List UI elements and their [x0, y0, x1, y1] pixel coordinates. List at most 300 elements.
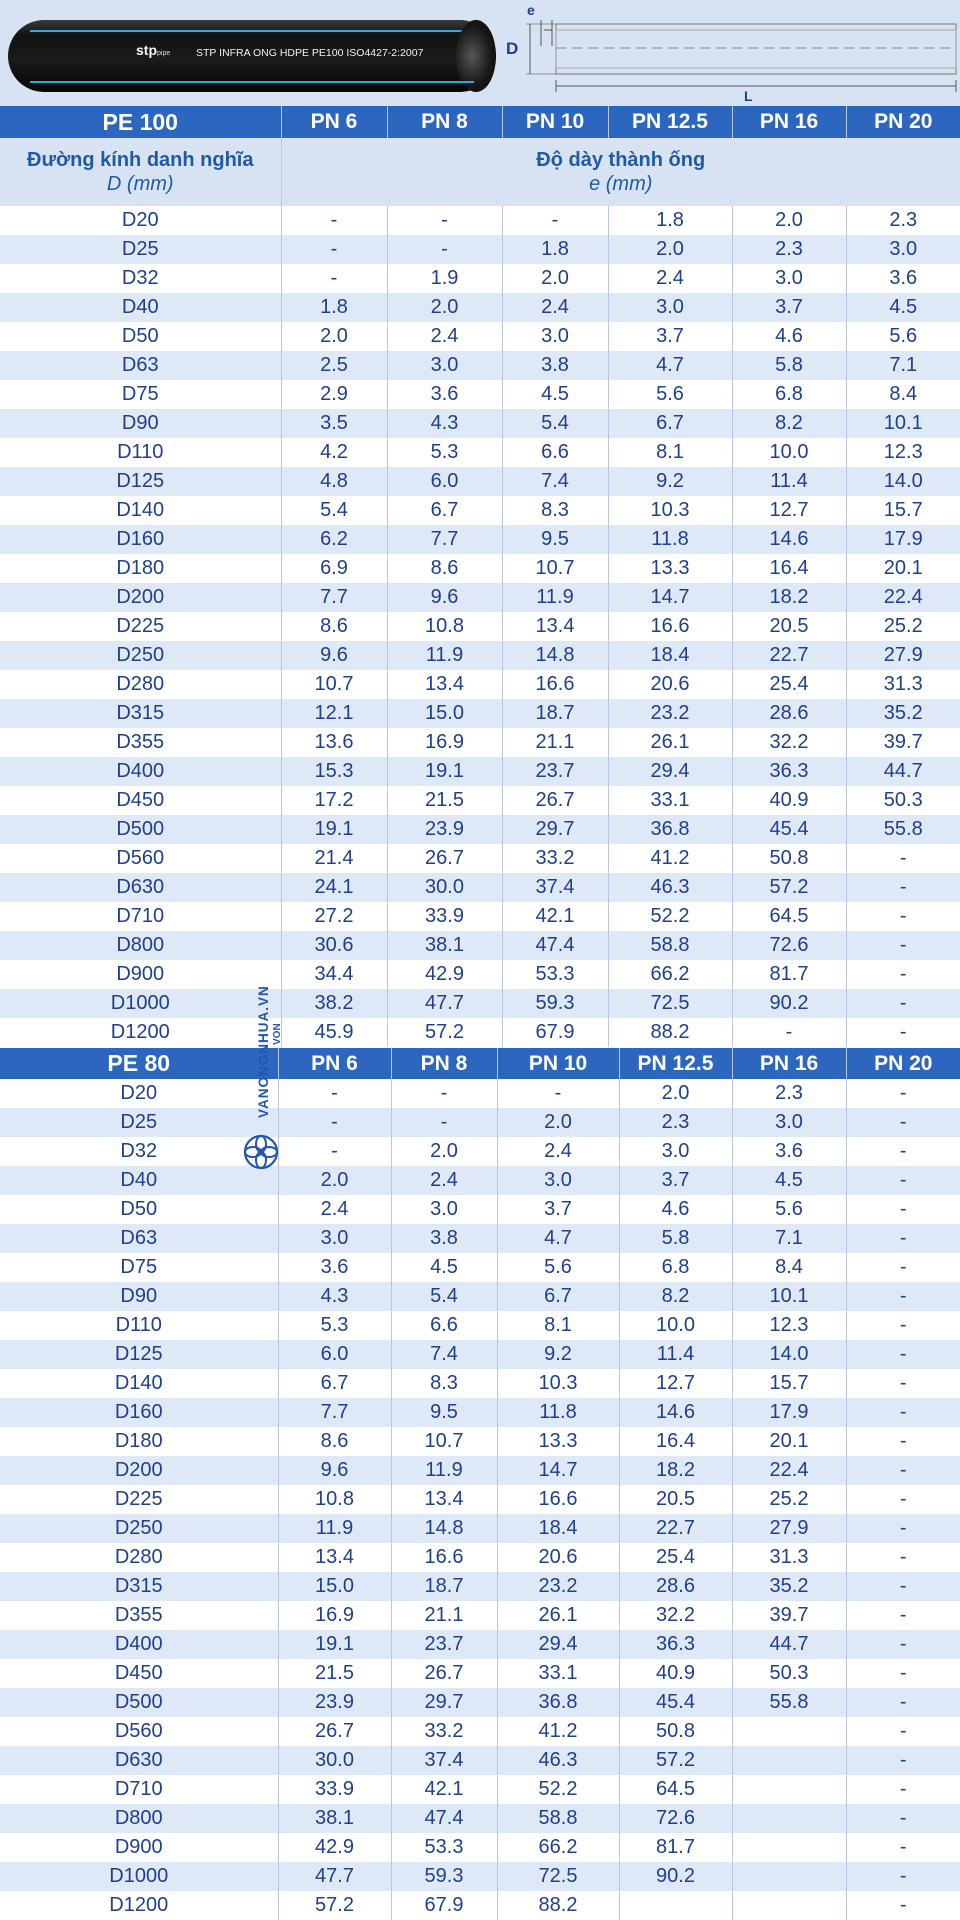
- thickness-cell: -: [846, 1543, 960, 1572]
- diameter-cell: D225: [0, 1485, 278, 1514]
- thickness-cell: 3.6: [278, 1253, 391, 1282]
- diameter-cell: D140: [0, 1369, 278, 1398]
- thickness-cell: 37.4: [502, 873, 608, 902]
- thickness-cell: 52.2: [608, 902, 732, 931]
- pe80-table: [0, 1048, 960, 1920]
- diameter-cell: D180: [0, 1427, 278, 1456]
- thickness-cell: 23.2: [497, 1572, 619, 1601]
- pe100-pn-header: PN 10: [502, 106, 608, 138]
- thickness-cell: 26.7: [502, 786, 608, 815]
- thickness-cell: 3.0: [391, 1195, 497, 1224]
- thickness-cell: 18.4: [497, 1514, 619, 1543]
- diameter-cell: D125: [0, 467, 281, 496]
- thickness-cell: 21.5: [387, 786, 502, 815]
- thickness-cell: -: [846, 989, 960, 1018]
- thickness-cell: 33.2: [502, 844, 608, 873]
- thickness-cell: 53.3: [391, 1833, 497, 1862]
- table-row: [0, 1514, 960, 1543]
- thickness-cell: 10.0: [619, 1311, 732, 1340]
- thickness-cell: [732, 1775, 846, 1804]
- thickness-cell: 81.7: [732, 960, 846, 989]
- thickness-cell: [732, 1804, 846, 1833]
- thickness-cell: 8.2: [619, 1282, 732, 1311]
- pe100-pn-header: PN 8: [387, 106, 502, 138]
- diameter-cell: D315: [0, 699, 281, 728]
- diameter-label: Đường kính danh nghĩa: [27, 149, 254, 171]
- thickness-cell: 27.9: [732, 1514, 846, 1543]
- thickness-cell: [732, 1746, 846, 1775]
- diameter-cell: D500: [0, 815, 281, 844]
- thickness-cell: 47.7: [387, 989, 502, 1018]
- thickness-cell: 16.6: [497, 1485, 619, 1514]
- thickness-cell: -: [846, 902, 960, 931]
- thickness-cell: 11.9: [502, 583, 608, 612]
- thickness-cell: 46.3: [608, 873, 732, 902]
- table-row: [0, 467, 960, 496]
- table-row: [0, 322, 960, 351]
- thickness-cell: 59.3: [391, 1862, 497, 1891]
- thickness-cell: 5.3: [278, 1311, 391, 1340]
- thickness-cell: 5.8: [619, 1224, 732, 1253]
- thickness-cell: 57.2: [619, 1746, 732, 1775]
- thickness-cell: 44.7: [732, 1630, 846, 1659]
- thickness-cell: 10.1: [846, 409, 960, 438]
- thickness-cell: 5.6: [732, 1195, 846, 1224]
- thickness-cell: -: [281, 264, 387, 293]
- thickness-cell: 4.5: [732, 1166, 846, 1195]
- thickness-cell: 29.4: [608, 757, 732, 786]
- thickness-cell: 17.9: [732, 1398, 846, 1427]
- thickness-cell: 25.2: [846, 612, 960, 641]
- thickness-cell: 10.8: [387, 612, 502, 641]
- thickness-cell: 4.6: [732, 322, 846, 351]
- thickness-cell: 8.1: [608, 438, 732, 467]
- pe80-body: [0, 1079, 960, 1920]
- thickness-cell: 72.6: [732, 931, 846, 960]
- thickness-cell: 2.0: [608, 235, 732, 264]
- diameter-cell: D250: [0, 1514, 278, 1543]
- diameter-cell: D800: [0, 931, 281, 960]
- table-row: [0, 1862, 960, 1891]
- thickness-cell: [732, 1891, 846, 1920]
- logo-suffix: pipe: [157, 50, 171, 57]
- table-row: [0, 409, 960, 438]
- thickness-cell: 15.3: [281, 757, 387, 786]
- diameter-cell: D500: [0, 1688, 278, 1717]
- thickness-cell: 23.7: [502, 757, 608, 786]
- diameter-cell: D225: [0, 612, 281, 641]
- thickness-cell: -: [846, 960, 960, 989]
- thickness-cell: -: [391, 1108, 497, 1137]
- thickness-cell: -: [846, 1572, 960, 1601]
- thickness-cell: 28.6: [619, 1572, 732, 1601]
- table-row: [0, 1630, 960, 1659]
- table-row: [0, 1891, 960, 1920]
- table-row: [0, 1717, 960, 1746]
- thickness-cell: 9.5: [391, 1398, 497, 1427]
- thickness-cell: 14.0: [732, 1340, 846, 1369]
- flower-logo-icon: [241, 1132, 281, 1172]
- thickness-cell: 20.1: [846, 554, 960, 583]
- thickness-cell: 4.8: [281, 467, 387, 496]
- diameter-cell: D180: [0, 554, 281, 583]
- thickness-cell: -: [846, 1514, 960, 1543]
- thickness-cell: 33.2: [391, 1717, 497, 1746]
- thickness-cell: 1.8: [502, 235, 608, 264]
- table-row: [0, 1746, 960, 1775]
- thickness-cell: -: [846, 1311, 960, 1340]
- thickness-cell: 3.6: [732, 1137, 846, 1166]
- diameter-cell: D355: [0, 1601, 278, 1630]
- thickness-cell: -: [846, 1891, 960, 1920]
- thickness-cell: -: [387, 235, 502, 264]
- thickness-cell: 19.1: [281, 815, 387, 844]
- thickness-cell: 16.9: [278, 1601, 391, 1630]
- diameter-cell: D160: [0, 525, 281, 554]
- thickness-cell: 6.7: [278, 1369, 391, 1398]
- thickness-cell: 3.8: [391, 1224, 497, 1253]
- thickness-cell: 6.6: [502, 438, 608, 467]
- thickness-cell: 3.6: [846, 264, 960, 293]
- thickness-cell: 5.3: [387, 438, 502, 467]
- thickness-cell: 25.2: [732, 1485, 846, 1514]
- diameter-cell: D110: [0, 438, 281, 467]
- thickness-cell: 27.9: [846, 641, 960, 670]
- thickness-cell: 72.5: [497, 1862, 619, 1891]
- thickness-cell: -: [846, 1630, 960, 1659]
- pe80-pn-header: PN 10: [497, 1048, 619, 1079]
- diameter-cell: D90: [0, 1282, 278, 1311]
- thickness-cell: -: [502, 206, 608, 235]
- thickness-cell: 12.1: [281, 699, 387, 728]
- thickness-cell: 14.7: [608, 583, 732, 612]
- thickness-cell: 9.6: [387, 583, 502, 612]
- thickness-cell: 29.7: [391, 1688, 497, 1717]
- thickness-cell: -: [846, 1601, 960, 1630]
- thickness-cell: 3.0: [732, 1108, 846, 1137]
- thickness-cell: 3.0: [502, 322, 608, 351]
- diameter-cell: D140: [0, 496, 281, 525]
- thickness-cell: 64.5: [619, 1775, 732, 1804]
- thickness-cell: 53.3: [502, 960, 608, 989]
- thickness-cell: -: [278, 1137, 391, 1166]
- table-row: [0, 1282, 960, 1311]
- thickness-cell: 4.3: [278, 1282, 391, 1311]
- thickness-cell: 3.7: [497, 1195, 619, 1224]
- thickness-cell: 2.4: [608, 264, 732, 293]
- watermark-text: VANONGNHUA.VN: [256, 985, 271, 1118]
- thickness-cell: 45.9: [281, 1018, 387, 1047]
- thickness-cell: 30.6: [281, 931, 387, 960]
- thickness-cell: 2.4: [502, 293, 608, 322]
- thickness-cell: 10.0: [732, 438, 846, 467]
- watermark-small-text: VON: [272, 1023, 283, 1045]
- thickness-cell: 40.9: [732, 786, 846, 815]
- diameter-cell: D1200: [0, 1018, 281, 1047]
- thickness-cell: 3.6: [387, 380, 502, 409]
- thickness-cell: 7.7: [278, 1398, 391, 1427]
- thickness-cell: 3.0: [619, 1137, 732, 1166]
- thickness-cell: 64.5: [732, 902, 846, 931]
- thickness-cell: 41.2: [497, 1717, 619, 1746]
- thickness-cell: 2.0: [619, 1079, 732, 1108]
- thickness-cell: [732, 1833, 846, 1862]
- thickness-cell: 26.7: [278, 1717, 391, 1746]
- table-row: [0, 264, 960, 293]
- pe80-pn-header: PN 16: [732, 1048, 846, 1079]
- table-row: [0, 1340, 960, 1369]
- thickness-cell: 10.3: [497, 1369, 619, 1398]
- thickness-header: [281, 138, 960, 206]
- diameter-cell: D315: [0, 1572, 278, 1601]
- thickness-cell: 8.3: [391, 1369, 497, 1398]
- thickness-cell: 13.4: [387, 670, 502, 699]
- pe100-table: [0, 106, 960, 1047]
- thickness-cell: 34.4: [281, 960, 387, 989]
- table-row: [0, 525, 960, 554]
- thickness-cell: 14.6: [732, 525, 846, 554]
- table-row: [0, 583, 960, 612]
- thickness-cell: 2.0: [278, 1166, 391, 1195]
- diameter-cell: D280: [0, 1543, 278, 1572]
- thickness-cell: 21.5: [278, 1659, 391, 1688]
- thickness-cell: 47.4: [391, 1804, 497, 1833]
- table-row: [0, 235, 960, 264]
- thickness-cell: 29.7: [502, 815, 608, 844]
- thickness-cell: -: [846, 1688, 960, 1717]
- table-row: [0, 351, 960, 380]
- table-row: [0, 1018, 960, 1047]
- thickness-cell: 41.2: [608, 844, 732, 873]
- thickness-cell: 5.6: [846, 322, 960, 351]
- pipe-end: [456, 20, 496, 92]
- thickness-cell: -: [278, 1079, 391, 1108]
- thickness-cell: 18.7: [391, 1572, 497, 1601]
- thickness-cell: 3.0: [387, 351, 502, 380]
- table-row: [0, 1572, 960, 1601]
- thickness-cell: 38.2: [281, 989, 387, 1018]
- thickness-cell: 45.4: [619, 1688, 732, 1717]
- diameter-cell: D63: [0, 1224, 278, 1253]
- thickness-cell: 13.4: [278, 1543, 391, 1572]
- thickness-cell: 2.3: [846, 206, 960, 235]
- thickness-cell: 59.3: [502, 989, 608, 1018]
- thickness-cell: -: [281, 235, 387, 264]
- thickness-cell: 42.9: [387, 960, 502, 989]
- thickness-cell: 52.2: [497, 1775, 619, 1804]
- thickness-cell: 17.2: [281, 786, 387, 815]
- thickness-cell: 1.8: [608, 206, 732, 235]
- thickness-cell: 7.1: [732, 1224, 846, 1253]
- thickness-cell: 55.8: [846, 815, 960, 844]
- thickness-cell: 3.0: [846, 235, 960, 264]
- pe100-pn-header: PN 16: [732, 106, 846, 138]
- diameter-cell: D25: [0, 1108, 278, 1137]
- table-row: [0, 1079, 960, 1108]
- thickness-cell: 88.2: [497, 1891, 619, 1920]
- thickness-cell: -: [846, 1804, 960, 1833]
- thickness-cell: 31.3: [732, 1543, 846, 1572]
- thickness-cell: 30.0: [278, 1746, 391, 1775]
- thickness-cell: 4.3: [387, 409, 502, 438]
- thickness-cell: 15.7: [732, 1369, 846, 1398]
- table-row: [0, 1108, 960, 1137]
- thickness-cell: -: [846, 1398, 960, 1427]
- table-row: [0, 1195, 960, 1224]
- thickness-cell: 11.9: [387, 641, 502, 670]
- table-row: [0, 786, 960, 815]
- thickness-cell: 12.3: [846, 438, 960, 467]
- thickness-cell: 23.9: [278, 1688, 391, 1717]
- thickness-cell: 9.6: [278, 1456, 391, 1485]
- thickness-cell: 2.0: [502, 264, 608, 293]
- table-row: [0, 931, 960, 960]
- table-row: [0, 1166, 960, 1195]
- table-row: [0, 641, 960, 670]
- thickness-cell: 50.8: [619, 1717, 732, 1746]
- dim-d-label: D: [506, 39, 519, 58]
- thickness-cell: 5.4: [281, 496, 387, 525]
- thickness-cell: 2.4: [278, 1195, 391, 1224]
- table-row: [0, 1688, 960, 1717]
- thickness-cell: 2.4: [391, 1166, 497, 1195]
- table-row: [0, 1137, 960, 1166]
- thickness-cell: 58.8: [497, 1804, 619, 1833]
- thickness-label: Độ dày thành ống: [536, 149, 706, 171]
- diameter-cell: D40: [0, 1166, 278, 1195]
- thickness-cell: -: [846, 844, 960, 873]
- diameter-cell: D900: [0, 1833, 278, 1862]
- diameter-cell: D40: [0, 293, 281, 322]
- thickness-cell: -: [846, 1369, 960, 1398]
- diameter-cell: D630: [0, 1746, 278, 1775]
- thickness-cell: 2.9: [281, 380, 387, 409]
- pe80-pn-header: PN 6: [278, 1048, 391, 1079]
- table-row: [0, 293, 960, 322]
- thickness-cell: 6.0: [278, 1340, 391, 1369]
- diameter-cell: D110: [0, 1311, 278, 1340]
- diameter-cell: D1000: [0, 1862, 278, 1891]
- thickness-cell: 33.9: [387, 902, 502, 931]
- thickness-cell: 25.4: [619, 1543, 732, 1572]
- thickness-cell: 5.6: [608, 380, 732, 409]
- thickness-cell: -: [846, 1018, 960, 1047]
- diameter-cell: D900: [0, 960, 281, 989]
- thickness-cell: 3.5: [281, 409, 387, 438]
- thickness-cell: 14.8: [502, 641, 608, 670]
- thickness-cell: 45.4: [732, 815, 846, 844]
- thickness-cell: -: [846, 1456, 960, 1485]
- thickness-cell: -: [846, 873, 960, 902]
- diameter-cell: D125: [0, 1340, 278, 1369]
- thickness-cell: 38.1: [278, 1804, 391, 1833]
- thickness-cell: 6.0: [387, 467, 502, 496]
- thickness-cell: 3.0: [497, 1166, 619, 1195]
- thickness-cell: 28.6: [732, 699, 846, 728]
- thickness-cell: 50.3: [846, 786, 960, 815]
- thickness-cell: -: [846, 1108, 960, 1137]
- thickness-cell: 27.2: [281, 902, 387, 931]
- thickness-cell: 8.1: [497, 1311, 619, 1340]
- thickness-cell: -: [846, 1195, 960, 1224]
- thickness-cell: [732, 1717, 846, 1746]
- thickness-cell: 20.5: [732, 612, 846, 641]
- thickness-cell: 23.7: [391, 1630, 497, 1659]
- thickness-cell: -: [846, 1862, 960, 1891]
- thickness-cell: 4.5: [391, 1253, 497, 1282]
- table-row: [0, 1659, 960, 1688]
- table-row: [0, 1485, 960, 1514]
- logo-text: stp: [136, 42, 157, 58]
- thickness-cell: 6.8: [732, 380, 846, 409]
- thickness-cell: 2.0: [732, 206, 846, 235]
- diameter-cell: D20: [0, 1079, 278, 1108]
- thickness-cell: 57.2: [732, 873, 846, 902]
- thickness-cell: 1.9: [387, 264, 502, 293]
- thickness-cell: 16.4: [619, 1427, 732, 1456]
- thickness-cell: -: [846, 1166, 960, 1195]
- thickness-cell: -: [846, 1427, 960, 1456]
- table-row: [0, 728, 960, 757]
- thickness-cell: -: [846, 1659, 960, 1688]
- table-row: [0, 1369, 960, 1398]
- thickness-cell: 7.7: [387, 525, 502, 554]
- diameter-cell: D450: [0, 1659, 278, 1688]
- pe80-title: PE 80: [0, 1048, 278, 1079]
- thickness-cell: 6.2: [281, 525, 387, 554]
- thickness-cell: 37.4: [391, 1746, 497, 1775]
- table-row: [0, 1456, 960, 1485]
- diameter-cell: D160: [0, 1398, 278, 1427]
- thickness-cell: 72.6: [619, 1804, 732, 1833]
- thickness-cell: 3.0: [278, 1224, 391, 1253]
- thickness-cell: 8.4: [846, 380, 960, 409]
- thickness-cell: 22.7: [619, 1514, 732, 1543]
- thickness-cell: 36.3: [732, 757, 846, 786]
- thickness-cell: 5.6: [497, 1253, 619, 1282]
- diameter-cell: D560: [0, 844, 281, 873]
- diameter-cell: D250: [0, 641, 281, 670]
- thickness-cell: 39.7: [846, 728, 960, 757]
- thickness-cell: 4.7: [608, 351, 732, 380]
- thickness-cell: 15.7: [846, 496, 960, 525]
- thickness-cell: 10.1: [732, 1282, 846, 1311]
- thickness-cell: [619, 1891, 732, 1920]
- table-row: [0, 815, 960, 844]
- thickness-cell: -: [846, 1485, 960, 1514]
- thickness-cell: 25.4: [732, 670, 846, 699]
- dim-e-label: e: [527, 2, 535, 18]
- thickness-cell: 12.3: [732, 1311, 846, 1340]
- thickness-cell: 8.3: [502, 496, 608, 525]
- thickness-cell: 50.3: [732, 1659, 846, 1688]
- thickness-cell: 2.0: [387, 293, 502, 322]
- thickness-cell: 33.1: [497, 1659, 619, 1688]
- thickness-cell: 66.2: [497, 1833, 619, 1862]
- thickness-cell: 35.2: [846, 699, 960, 728]
- thickness-cell: -: [846, 1775, 960, 1804]
- diameter-cell: D1200: [0, 1891, 278, 1920]
- thickness-cell: 13.3: [497, 1427, 619, 1456]
- thickness-cell: 13.3: [608, 554, 732, 583]
- pe80-pn-header: PN 20: [846, 1048, 960, 1079]
- pe100-pn-header: PN 6: [281, 106, 387, 138]
- thickness-cell: 2.4: [387, 322, 502, 351]
- thickness-cell: 33.9: [278, 1775, 391, 1804]
- thickness-cell: 2.4: [497, 1137, 619, 1166]
- pe80-pn-header: PN 12.5: [619, 1048, 732, 1079]
- thickness-cell: -: [846, 1746, 960, 1775]
